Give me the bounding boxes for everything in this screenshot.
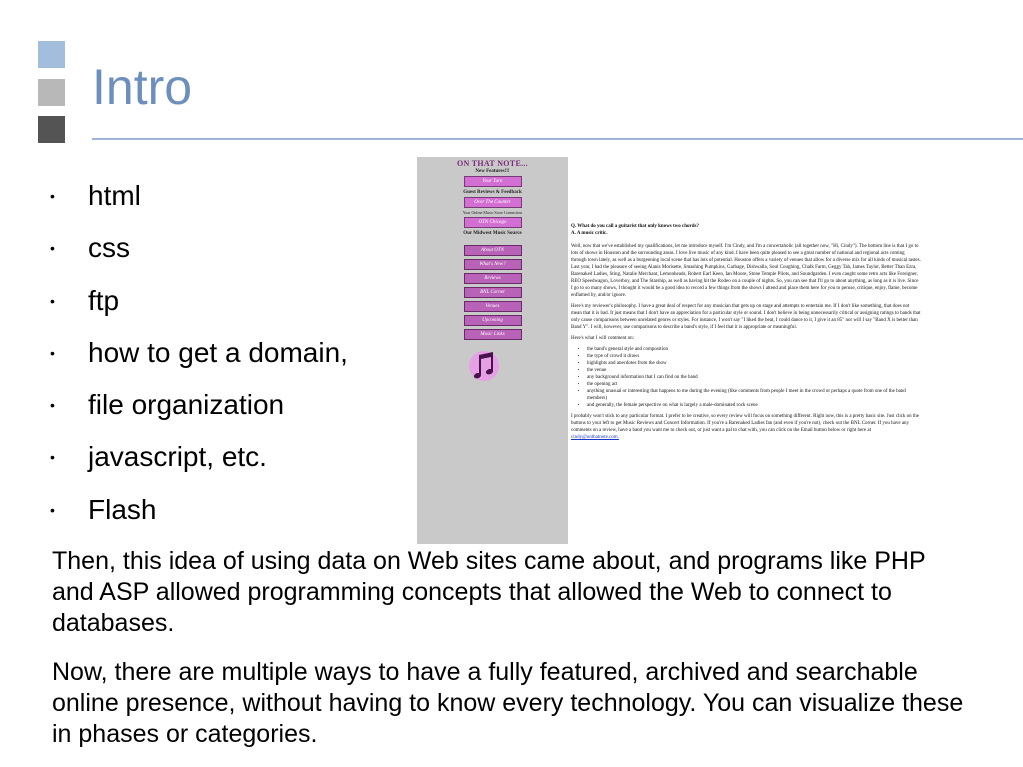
decorative-square-gray	[38, 79, 65, 106]
comment-list	[581, 346, 921, 409]
bullet-item: • ftp	[48, 283, 348, 335]
your-turn-button[interactable]: Your Turn	[464, 176, 522, 187]
decorative-square-light-blue	[38, 41, 65, 68]
bullet-item: • file organization	[48, 387, 348, 439]
otn-chicago-button[interactable]: OTN Chicago	[464, 217, 522, 228]
nav-reviews[interactable]: Reviews	[464, 273, 522, 284]
bullet-dot-icon: •	[50, 449, 55, 466]
nav-whats-new[interactable]: What's New?	[464, 259, 522, 270]
site-sidebar: ON THAT NOTE... New Features!!! Your Turn Guest Reviews & Feedback Over The Counter Your Online Music Store Connection OTN Chicago Our Midwest Music Source About OTN What's New? Reviews BNL Corner Venues Upcoming Music Links	[417, 157, 568, 544]
nav-bnl-corner[interactable]: BNL Corner	[464, 287, 522, 298]
list-item: • any background information that I can find on the band	[587, 374, 921, 381]
site-logo: ON THAT NOTE...	[457, 159, 528, 168]
bullet-item: • html	[48, 178, 348, 230]
list-item: • anything unusual or interesting that happens to me during the evening (like comments from people I meet in the crowd or perhaps a quote from one of the band members)	[587, 388, 921, 402]
bullet-dot-icon: •	[50, 344, 55, 361]
list-item: • the band's general style and composition	[587, 346, 921, 353]
philosophy-paragraph: Here's my reviewer's philosophy. I have a great deal of respect for any musician that gets up on stage and attempts to entertain me. If I don't like something, that does not mean that it is bad. It just means that I don't have an appreciation for a particular style or sound. I don't believe in being unnecessarily critical or assigning ratings to bands that only cause comparisons between unrelated genres or styles. For instance, I won't say "I liked the beat, I could dance to it, I give it an 85" nor will I say "Band X is better than Band Y". I will, however, use comparisons to describe a band's style, if I feel that it is appropriate or meaningful.	[571, 304, 921, 330]
list-item: • the type of crowd it draws	[587, 353, 921, 360]
body-paragraph-2: Now, there are multiple ways to have a fully featured, archived and searchable online presence, without having to know every technology. You can visualize these in phases or categories.	[52, 658, 964, 748]
bullet-dot-icon: •	[50, 292, 55, 309]
list-item: • and generally, the female perspective on what is largely a male-dominated rock scene	[587, 402, 921, 409]
bullet-item: • css	[48, 230, 348, 282]
bullet-item: • javascript, etc.	[48, 439, 348, 491]
over-the-counter-button[interactable]: Over The Counter	[464, 197, 522, 208]
nav-music-links[interactable]: Music Links	[464, 329, 522, 340]
decorative-square-dark	[38, 116, 65, 143]
site-nav	[417, 245, 568, 340]
website-screenshot	[417, 157, 923, 544]
nav-upcoming[interactable]: Upcoming	[464, 315, 522, 326]
site-main-content	[571, 223, 921, 445]
intro-paragraph: Well, now that we've established my qualifications, let me introduce myself. I'm Cindy, and I'm a concertaholic (all together now, "Hi, Cindy"). The bottom line is that I go to lots of shows in Houston and the surrounding areas. I love live music of any kind. I have been quite pleased to see a great number of national and regional acts coming through town lately, as well as a burgeoning local scene that has lots of potential. Houston offers a variety of venues that allow for a diverse mix for all kinds of musical tastes. Last year, I had the pleasure of seeing Alanis Morisette, Smashing Pumpkins, Garbage, Dishwalla, Soul Coughing, Chalk Farm, Geggy Tah, James Taylor, Better Than Ezra, Barenaked Ladies, Sting, Natalie Merchant, Lemonheads, Robert Earl Keen, Ian Moore, Stone Temple Pilots, and Soundgarden. I even caught some retro acts like Foreigner, REO Speedwagon, Loverboy, and The Starship, as well as having hit the Rodeo on a couple of nights. So, you can see that I'll go to about anything, as long as it is live. Since I go to so many shows, I thought it would be a good idea to record a few things from the shows I attend and place them here for you to peruse, critique, enjoy, flame, become enflamed by, and/or ignore.	[571, 244, 921, 298]
bullet-list	[48, 178, 348, 544]
joke-answer: A. A music critic.	[571, 231, 608, 236]
bullet-dot-icon: •	[50, 240, 55, 257]
list-item: • highlights and anecdotes from the show	[587, 360, 921, 367]
music-note-icon	[465, 349, 503, 383]
list-item: • the opening act	[587, 381, 921, 388]
joke-question: Q. What do you call a guitarist that only knows two chords?	[571, 224, 699, 229]
email-link[interactable]: cindy@onthatnote.com.	[571, 435, 619, 440]
nav-about-otn[interactable]: About OTN	[464, 245, 522, 256]
bullet-dot-icon: •	[50, 501, 55, 518]
comment-intro: Here's what I will comment on:	[571, 336, 634, 341]
bullet-item: • Flash	[48, 492, 348, 544]
slide-title: Intro	[92, 59, 193, 115]
body-paragraph-1: Then, this idea of using data on Web sites came about, and programs like PHP and ASP allowed programming concepts that allowed the Web to connect to databases.	[52, 547, 926, 637]
nav-venues[interactable]: Venues	[464, 301, 522, 312]
list-item: • the venue	[587, 367, 921, 374]
bullet-item: • how to get a domain,	[48, 335, 348, 387]
bullet-dot-icon: •	[50, 188, 55, 204]
title-rule	[92, 138, 1023, 140]
bullet-dot-icon: •	[50, 397, 55, 414]
closing-paragraph: I probably won't stick to any particular format. I prefer to be creative, so every review will focus on something different. Right now, this is a pretty basic site. Just click on the buttons to your left to get Music Reviews and Concert Information. If you're a Barenaked Ladies fan (and even if you're not), check out the BNL Corner. If you have any comments on a review, have a band you want me to check out, or just want a pal to chat with, you can click on the Email button below or right here at cindy@onthatnote.com.	[571, 414, 920, 440]
